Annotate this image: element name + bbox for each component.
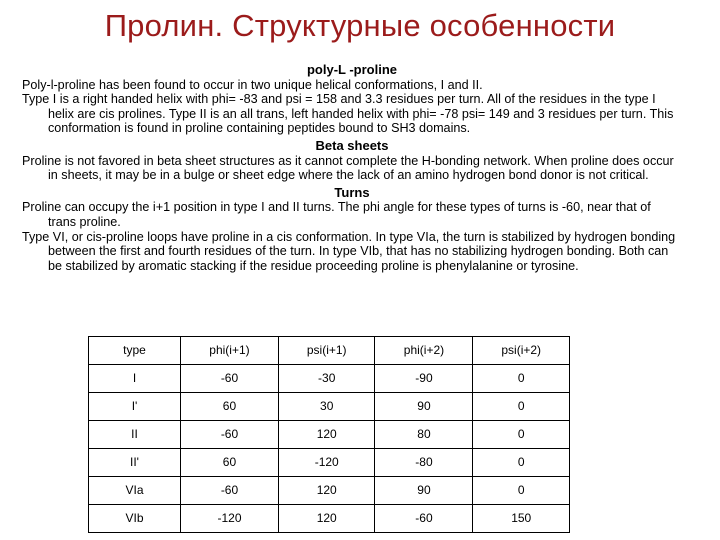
table-cell: -90 bbox=[375, 365, 473, 393]
table-cell: 120 bbox=[278, 421, 375, 449]
table-cell: -60 bbox=[181, 365, 279, 393]
table-row bbox=[89, 365, 570, 393]
heading-polyproline: poly-L -proline bbox=[306, 62, 398, 77]
table-cell: 120 bbox=[278, 477, 375, 505]
table-cell: I' bbox=[89, 393, 181, 421]
paragraph-polyproline-intro: Poly-l-proline has been found to occur in two unique helical conformations, I and II. bbox=[22, 77, 483, 92]
header-cell: phi(i+1) bbox=[181, 337, 279, 365]
header-cell: phi(i+2) bbox=[375, 337, 473, 365]
table-cell: 150 bbox=[473, 505, 570, 533]
table-cell: 30 bbox=[278, 393, 375, 421]
table-header-row bbox=[89, 337, 570, 365]
heading-beta-sheets: Beta sheets bbox=[315, 137, 389, 153]
table-cell: I bbox=[89, 365, 181, 393]
table-cell: 120 bbox=[278, 505, 375, 533]
table-cell: VIb bbox=[89, 505, 181, 533]
table-cell: -60 bbox=[181, 477, 279, 505]
table-cell: -120 bbox=[278, 449, 375, 477]
table-row bbox=[89, 505, 570, 533]
table-cell: 0 bbox=[473, 477, 570, 505]
table-cell: -80 bbox=[375, 449, 473, 477]
slide-title: Пролин. Структурные особенности bbox=[104, 8, 616, 43]
heading-turns: Turns bbox=[334, 184, 370, 200]
table-cell: VIa bbox=[89, 477, 181, 505]
table-cell: 60 bbox=[181, 393, 279, 421]
table-cell: 90 bbox=[375, 393, 473, 421]
table-row bbox=[89, 449, 570, 477]
table-cell: -60 bbox=[181, 421, 279, 449]
header-cell: psi(i+2) bbox=[473, 337, 570, 365]
table-cell: 80 bbox=[375, 421, 473, 449]
table-cell: II bbox=[89, 421, 181, 449]
table-cell: 0 bbox=[473, 421, 570, 449]
table-cell: -60 bbox=[375, 505, 473, 533]
header-cell: type bbox=[89, 337, 181, 365]
paragraph-turns-type-vi: Type VI, or cis-proline loops have proline in a cis conformation. In type VIa, the turn is stabilized by hydrogen bonding between the first and fourth residues of the turn. In type VIb, that has no stabilizing hydrogen bonding. Both can be stabilized by aromatic stacking if the residue proceeding proline is phenylalanine or tyrosine. bbox=[22, 229, 676, 273]
header-cell: psi(i+1) bbox=[278, 337, 375, 365]
table-row bbox=[89, 477, 570, 505]
table-cell: 60 bbox=[181, 449, 279, 477]
table-cell: 0 bbox=[473, 449, 570, 477]
slide-body bbox=[22, 63, 682, 273]
table-cell: -120 bbox=[181, 505, 279, 533]
table-cell: 0 bbox=[473, 393, 570, 421]
table-cell: 90 bbox=[375, 477, 473, 505]
paragraph-turns-position: Proline can occupy the i+1 position in type I and II turns. The phi angle for these types of turns is -60, near that of trans proline. bbox=[22, 200, 651, 229]
turn-angles-table bbox=[88, 336, 570, 533]
table-row bbox=[89, 421, 570, 449]
table-row bbox=[89, 393, 570, 421]
table-cell: II' bbox=[89, 449, 181, 477]
paragraph-beta-sheets: Proline is not favored in beta sheet structures as it cannot complete the H-bonding network. When proline does occur in sheets, it may be in a bulge or sheet edge where the lack of an amino hydrogen bond donor is not critical. bbox=[22, 153, 674, 183]
table-cell: 0 bbox=[473, 365, 570, 393]
paragraph-polyproline-types: Type I is a right handed helix with phi= -83 and psi = 158 and 3.3 residues per turn. All of the residues in the type I helix are cis prolines. Type II is an all trans, left handed helix with phi= -78 psi= 149 and 3 residues per turn. This conformation is found in proline containing peptides bound to SH3 domains. bbox=[22, 92, 674, 136]
table-cell: -30 bbox=[278, 365, 375, 393]
